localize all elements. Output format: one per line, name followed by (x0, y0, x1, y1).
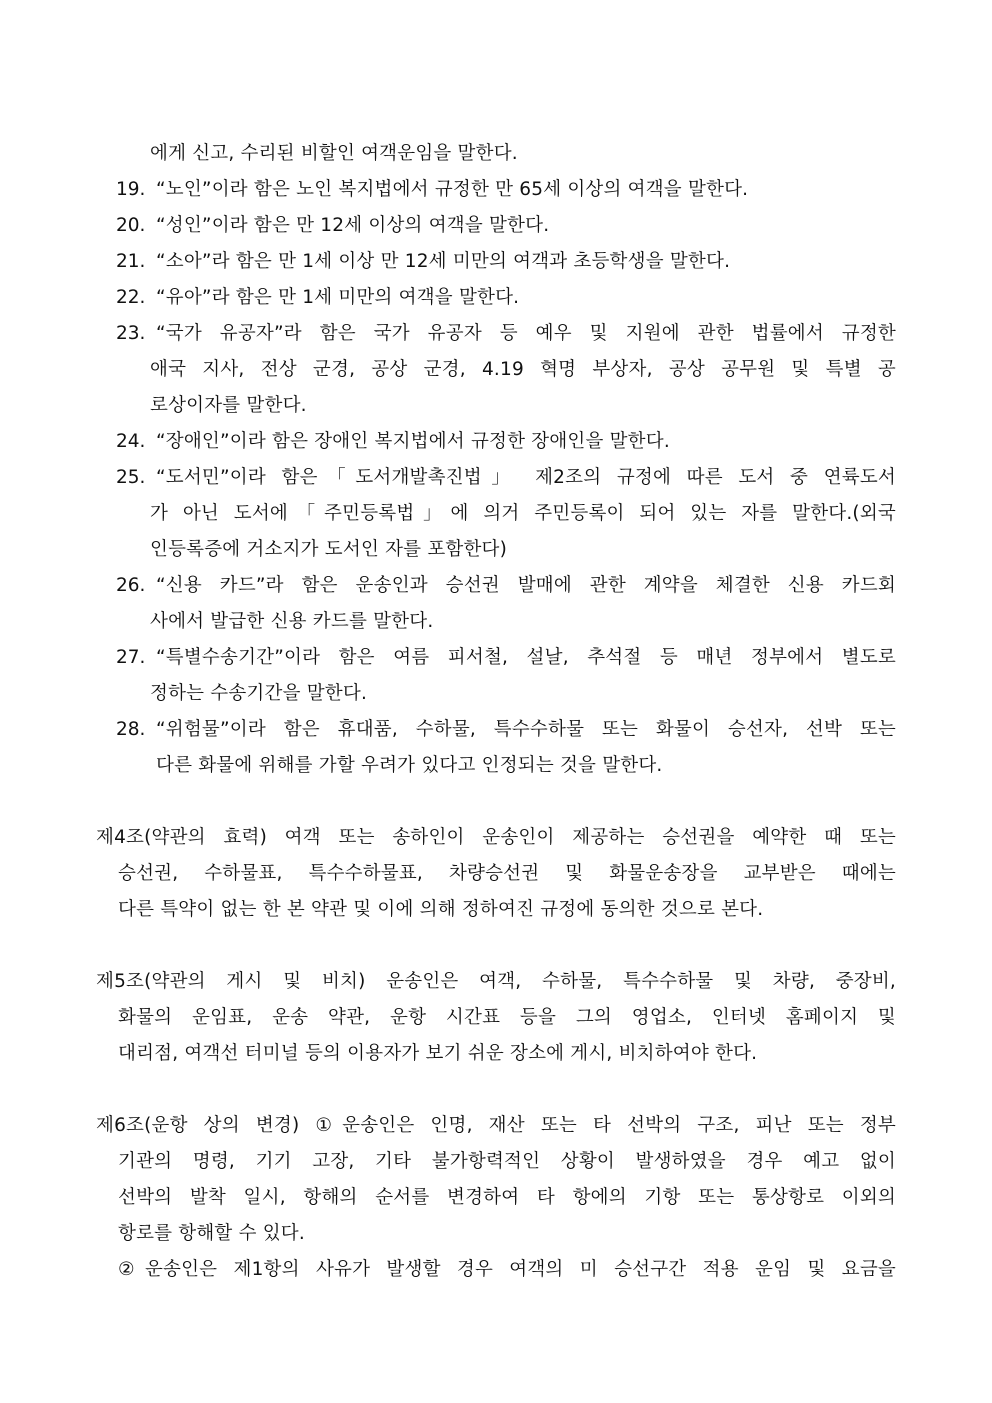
article-6-line: 제6조(운항 상의 변경) ①운송인은 인명, 재산 또는 타 선박의 구조, 피난 또는 정부 (96, 1115, 896, 1136)
article-6-line: 항로를 항해할 수 있다. (118, 1223, 305, 1244)
text-line: “신용 카드”라 함은 운송인과 승선권 발매에 관한 계약을 체결한 신용 카드회 (156, 575, 896, 596)
text-line: “국가 유공자”라 함은 국가 유공자 등 예우 및 지원에 관한 법률에서 규정한 (156, 323, 896, 344)
article-4-line: 승선권, 수하물표, 특수수하물표, 차량승선권 및 화물운송장을 교부받은 때에는 (118, 863, 896, 884)
item-number: 21. (116, 251, 146, 272)
text-line: “소아”라 함은 만 1세 이상 만 12세 미만의 여객과 초등학생을 말한다. (156, 251, 731, 272)
text-line: 로상이자를 말한다. (150, 395, 307, 416)
item-number: 25. (116, 467, 146, 488)
text-line: “특별수송기간”이라 함은 여름 피서철, 설날, 추석절 등 매년 정부에서 별도로 (156, 647, 896, 668)
article-5-line: 화물의 운임표, 운송 약관, 운항 시간표 등을 그의 영업소, 인터넷 홈페이지 및 (118, 1007, 896, 1028)
item-number: 24. (116, 431, 146, 452)
text-line: 가 아닌 도서에「주민등록법」에 의거 주민등록이 되어 있는 자를 말한다.(외국 (150, 503, 896, 524)
item-number: 23. (116, 323, 146, 344)
article-6-line: ②운송인은 제1항의 사유가 발생할 경우 여객의 미 승선구간 적용 운임 및 요금을 (118, 1259, 896, 1280)
article-5-line: 대리점, 여객선 터미널 등의 이용자가 보기 쉬운 장소에 게시, 비치하여야 한다. (118, 1043, 758, 1064)
text-line: “도서민”이라 함은「도서개발촉진법」 제2조의 규정에 따른 도서 중 연륙도서 (156, 467, 896, 488)
text-line: 사에서 발급한 신용 카드를 말한다. (150, 611, 434, 632)
text-line: 애국 지사, 전상 군경, 공상 군경, 4.19 혁명 부상자, 공상 공무원 및 특별 공 (150, 359, 896, 380)
item-number: 28. (116, 719, 146, 740)
text-line: “유아”라 함은 만 1세 미만의 여객을 말한다. (156, 287, 520, 308)
text-line: 정하는 수송기간을 말한다. (150, 683, 368, 704)
text-line: “성인”이라 함은 만 12세 이상의 여객을 말한다. (156, 215, 550, 236)
item-number: 20. (116, 215, 146, 236)
text-line: 다른 화물에 위해를 가할 우려가 있다고 인정되는 것을 말한다. (156, 755, 663, 776)
article-4-line: 다른 특약이 없는 한 본 약관 및 이에 의해 정하여진 규정에 동의한 것으로 본다. (118, 899, 764, 920)
article-4-line: 제4조(약관의 효력) 여객 또는 송하인이 운송인이 제공하는 승선권을 예약한 때 또는 (96, 827, 896, 848)
article-6-line: 기관의 명령, 기기 고장, 기타 불가항력적인 상황이 발생하였을 경우 예고 없이 (118, 1151, 896, 1172)
article-6-line: 선박의 발착 일시, 항해의 순서를 변경하여 타 항에의 기항 또는 통상항로 이외의 (118, 1187, 896, 1208)
item-number: 26. (116, 575, 146, 596)
article-5-line: 제5조(약관의 게시 및 비치) 운송인은 여객, 수하물, 특수수하물 및 차량, 중장비, (96, 971, 896, 992)
item-number: 22. (116, 287, 146, 308)
text-line: “장애인”이라 함은 장애인 복지법에서 규정한 장애인을 말한다. (156, 431, 670, 452)
text-line: 에게 신고, 수리된 비할인 여객운임을 말한다. (150, 143, 518, 164)
text-line: “노인”이라 함은 노인 복지법에서 규정한 만 65세 이상의 여객을 말한다. (156, 179, 749, 200)
text-line: “위험물”이라 함은 휴대품, 수하물, 특수수하물 또는 화물이 승선자, 선박 또는 (156, 719, 896, 740)
text-line: 인등록증에 거소지가 도서인 자를 포함한다) (150, 539, 508, 560)
item-number: 19. (116, 179, 146, 200)
item-number: 27. (116, 647, 146, 668)
